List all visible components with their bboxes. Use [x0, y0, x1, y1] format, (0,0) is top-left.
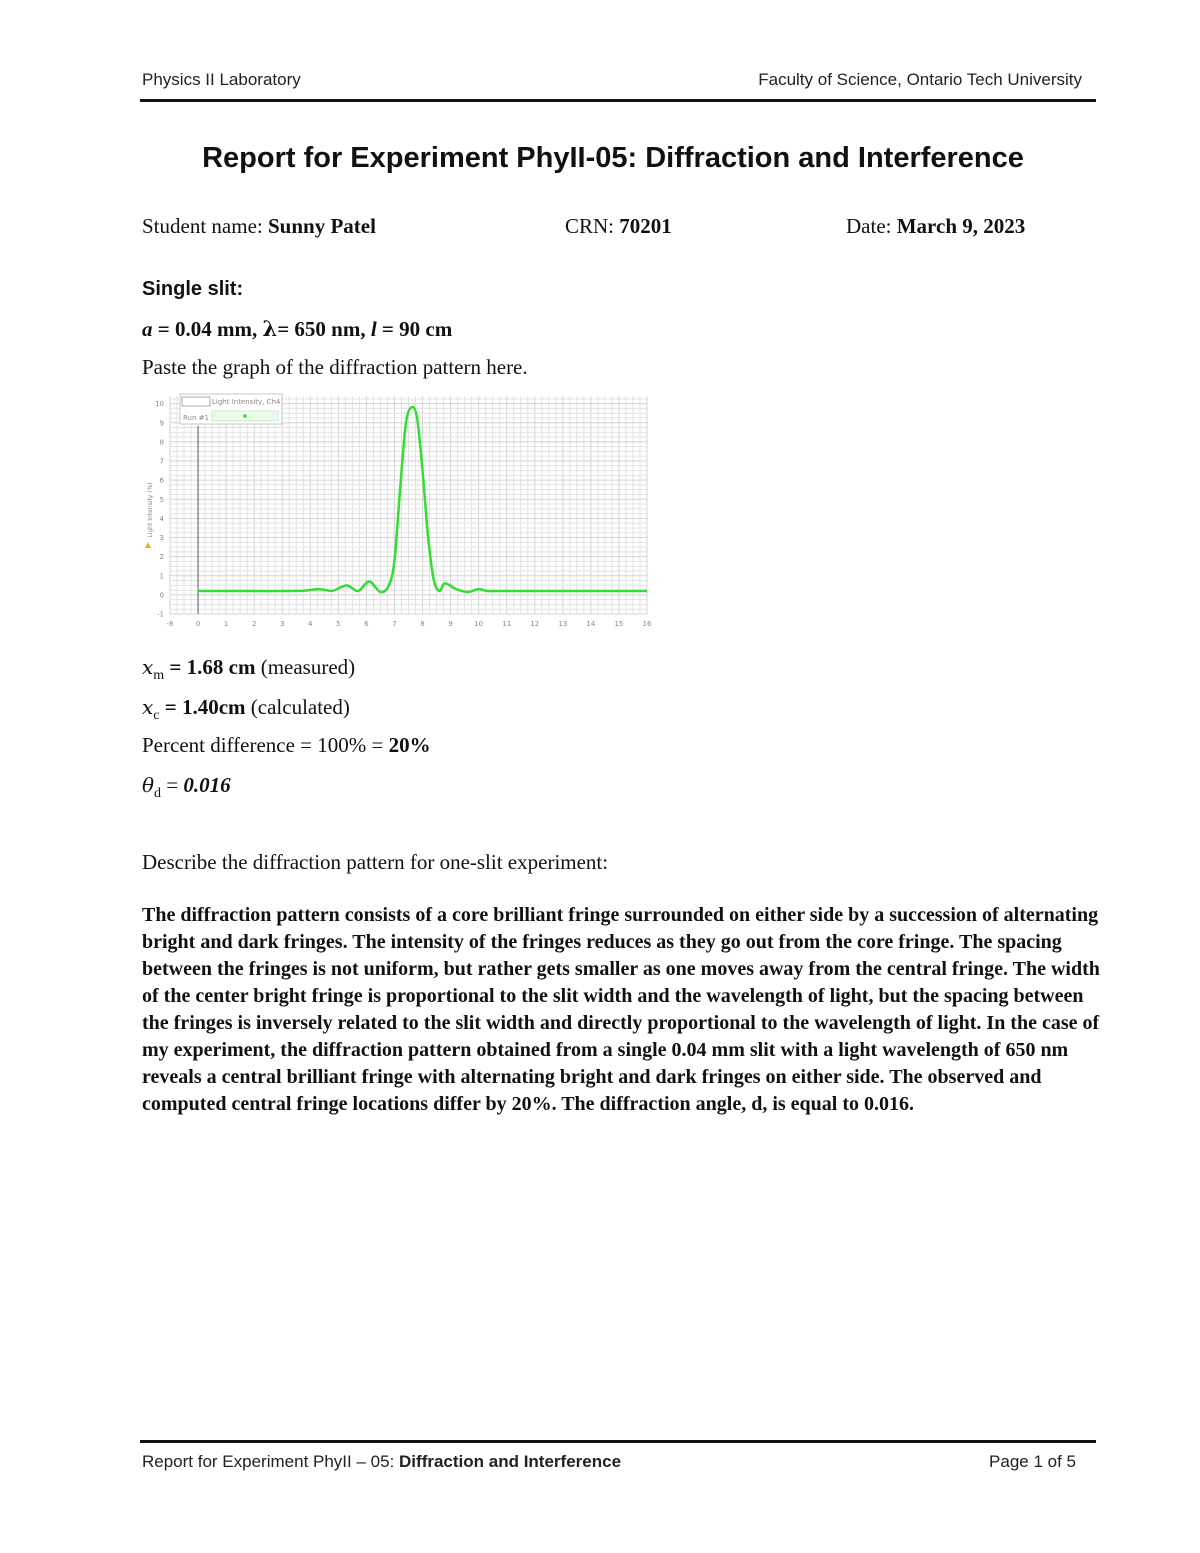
xc-subscript: c [153, 708, 160, 724]
x-tick-label: 9 [448, 620, 453, 628]
param-lambda-symbol: λ [262, 316, 278, 341]
theta-value: 0.016 [183, 773, 231, 797]
param-a-symbol: a [142, 317, 153, 341]
x-tick-label: 12 [530, 620, 540, 628]
xc-value: = 1.40cm [164, 695, 246, 719]
y-tick-label: 3 [159, 534, 164, 543]
footer-left [142, 1452, 621, 1472]
y-tick-label: 4 [159, 514, 164, 523]
y-tick-label: 1 [159, 572, 164, 581]
percent-difference-label: Percent difference = 100% = [142, 733, 384, 757]
y-tick-label: 10 [155, 400, 164, 409]
y-tick-label: 8 [159, 438, 164, 447]
chart-legend [180, 394, 282, 424]
xm-result [142, 655, 355, 684]
describe-prompt: Describe the diffraction pattern for one-slit experiment: [142, 850, 609, 874]
y-tick-label: 5 [159, 495, 164, 504]
theta-symbol: θ [142, 773, 155, 797]
percent-difference [142, 733, 431, 758]
x-tick-label: 13 [558, 620, 568, 628]
x-tick-label: 2 [251, 620, 257, 628]
x-tick-label: 6 [364, 620, 369, 628]
y-tick-label: -1 [157, 610, 164, 619]
student-name-label: Student name: [142, 214, 263, 238]
y-tick-label: 7 [159, 457, 164, 466]
date-value: March 9, 2023 [896, 214, 1026, 238]
diffraction-chart [140, 390, 650, 632]
x-tick-label: 11 [502, 620, 512, 628]
x-tick-label: 10 [474, 620, 484, 628]
xm-subscript: m [153, 668, 165, 684]
y-tick-label: 6 [159, 476, 164, 485]
header-rule [140, 99, 1096, 102]
crn-value: 70201 [619, 214, 672, 238]
y-tick-label: 9 [159, 419, 164, 428]
x-tick-label: 8 [420, 620, 425, 628]
percent-difference-value: 20% [388, 733, 431, 757]
xc-note: (calculated) [250, 695, 350, 719]
crn [565, 214, 672, 239]
date-label: Date: [846, 214, 892, 238]
x-tick-label: 16 [642, 620, 652, 628]
y-tick-label: 2 [159, 553, 164, 562]
x-tick-label: 7 [392, 620, 397, 628]
date [846, 214, 1025, 239]
x-tick-label: 14 [586, 620, 596, 628]
theta-subscript: d [154, 786, 162, 802]
param-lambda-value: = 650 nm, [277, 317, 366, 341]
x-tick-label: 3 [280, 620, 285, 628]
student-name [142, 214, 376, 239]
y-tick-label: 0 [159, 591, 164, 600]
x-tick-label: -8 [166, 620, 174, 628]
param-l-value: = 90 cm [381, 317, 453, 341]
description-paragraph: The diffraction pattern consists of a core brilliant fringe surrounded on either side by a succession of alternating bright and dark fringes. The intensity of the fringes reduces as they go out from the core fringe. The spacing between the fringes is not uniform, but rather gets smaller as one moves away from the central fringe. The width of the center bright fringe is proportional to the slit width and the wavelength of light, but the spacing between the fringes is inversely related to the slit width and directly proportional to the wavelength of light. In the case of my experiment, the diffraction pattern obtained from a single 0.04 mm slit with a light wavelength of 650 nm reveals a central brilliant fringe with alternating bright and dark fringes on either side. The observed and computed central fringe locations differ by 20%. The diffraction angle, d, is equal to 0.016. [142, 904, 1100, 1115]
param-a-value: = 0.04 mm, [157, 317, 258, 341]
section-title: Single slit: [142, 278, 244, 300]
header-left: Physics II Laboratory [142, 70, 301, 89]
legend-series-marker [243, 414, 247, 418]
legend-title: Light Intensity, Ch4 [212, 398, 281, 406]
y-axis-label: Light Intensity (%) [147, 482, 154, 538]
crn-label: CRN: [565, 214, 615, 238]
xm-symbol: x [142, 655, 154, 679]
xc-symbol: x [142, 695, 154, 719]
legend-swatch-header [182, 397, 210, 406]
y-axis-label-group [147, 482, 154, 537]
x-tick-label: 1 [223, 620, 229, 628]
theta-equals: = [166, 773, 179, 797]
chart-background [140, 390, 650, 632]
param-l-symbol: l [370, 317, 377, 341]
student-name-value: Sunny Patel [267, 214, 376, 238]
footer-page-number: Page 1 of 5 [989, 1452, 1076, 1471]
footer-left-bold: Diffraction and Interference [399, 1452, 622, 1471]
footer-rule [140, 1440, 1096, 1443]
page-title: Report for Experiment PhyII-05: Diffraction and Interference [202, 142, 1024, 174]
x-tick-label: 15 [614, 620, 624, 628]
experiment-parameters [142, 316, 452, 342]
paste-prompt: Paste the graph of the diffraction pattern here. [142, 355, 528, 379]
legend-run-label: Run #1 [183, 414, 209, 422]
x-tick-label: 0 [195, 620, 201, 628]
theta-result [142, 773, 231, 802]
header-right: Faculty of Science, Ontario Tech University [758, 70, 1082, 89]
footer-left-prefix: Report for Experiment PhyII – 05: [142, 1452, 395, 1471]
xm-value: = 1.68 cm [169, 655, 256, 679]
xc-result [142, 695, 350, 724]
xm-note: (measured) [260, 655, 356, 679]
x-tick-label: 5 [336, 620, 341, 628]
x-tick-label: 4 [308, 620, 313, 628]
